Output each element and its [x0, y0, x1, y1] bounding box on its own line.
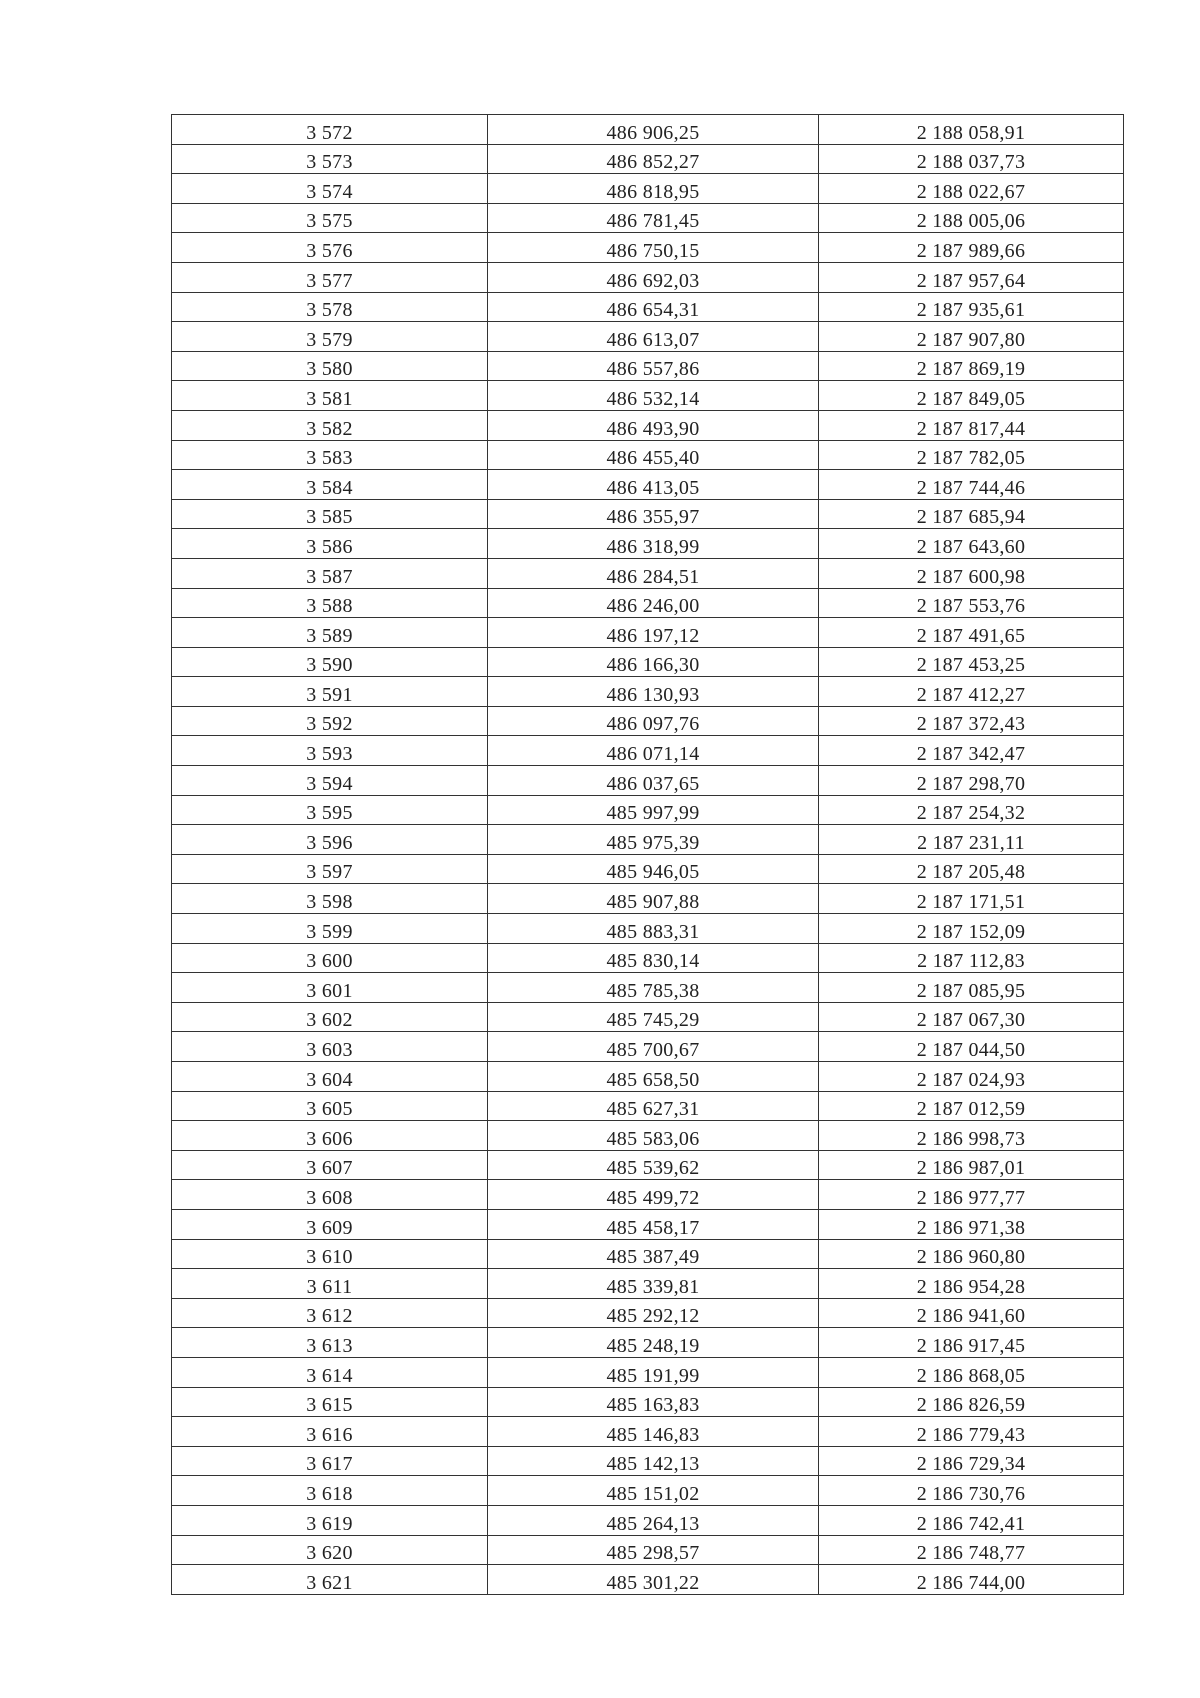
x-coordinate-cell: 485 292,12	[488, 1298, 819, 1328]
y-coordinate-cell: 2 187 744,46	[819, 470, 1124, 500]
point-number-cell: 3 584	[172, 470, 488, 500]
y-coordinate-cell: 2 186 868,05	[819, 1357, 1124, 1387]
point-number-cell: 3 610	[172, 1239, 488, 1269]
table-row	[172, 618, 1124, 648]
x-coordinate-cell: 486 284,51	[488, 558, 819, 588]
y-coordinate-cell: 2 187 685,94	[819, 499, 1124, 529]
y-coordinate-cell: 2 187 412,27	[819, 677, 1124, 707]
point-number-cell: 3 604	[172, 1062, 488, 1092]
y-coordinate-cell: 2 187 849,05	[819, 381, 1124, 411]
table-row	[172, 1062, 1124, 1092]
x-coordinate-cell: 486 197,12	[488, 618, 819, 648]
point-number-cell: 3 576	[172, 233, 488, 263]
table-row	[172, 1387, 1124, 1417]
table-row	[172, 115, 1124, 145]
y-coordinate-cell: 2 186 826,59	[819, 1387, 1124, 1417]
y-coordinate-cell: 2 186 744,00	[819, 1565, 1124, 1595]
point-number-cell: 3 592	[172, 706, 488, 736]
table-row	[172, 1032, 1124, 1062]
table-row	[172, 1357, 1124, 1387]
y-coordinate-cell: 2 187 231,11	[819, 825, 1124, 855]
y-coordinate-cell: 2 187 112,83	[819, 943, 1124, 973]
table-row	[172, 914, 1124, 944]
point-number-cell: 3 614	[172, 1357, 488, 1387]
table-row	[172, 1239, 1124, 1269]
x-coordinate-cell: 485 248,19	[488, 1328, 819, 1358]
y-coordinate-cell: 2 188 037,73	[819, 144, 1124, 174]
point-number-cell: 3 617	[172, 1446, 488, 1476]
table-row	[172, 854, 1124, 884]
point-number-cell: 3 577	[172, 262, 488, 292]
point-number-cell: 3 579	[172, 322, 488, 352]
x-coordinate-cell: 485 946,05	[488, 854, 819, 884]
y-coordinate-cell: 2 186 998,73	[819, 1121, 1124, 1151]
point-number-cell: 3 606	[172, 1121, 488, 1151]
x-coordinate-cell: 485 627,31	[488, 1091, 819, 1121]
y-coordinate-cell: 2 187 012,59	[819, 1091, 1124, 1121]
point-number-cell: 3 598	[172, 884, 488, 914]
table-row	[172, 943, 1124, 973]
x-coordinate-cell: 485 830,14	[488, 943, 819, 973]
y-coordinate-cell: 2 187 024,93	[819, 1062, 1124, 1092]
x-coordinate-cell: 485 264,13	[488, 1505, 819, 1535]
y-coordinate-cell: 2 187 342,47	[819, 736, 1124, 766]
point-number-cell: 3 603	[172, 1032, 488, 1062]
y-coordinate-cell: 2 187 869,19	[819, 351, 1124, 381]
document-page	[171, 114, 1123, 1595]
y-coordinate-cell: 2 187 298,70	[819, 766, 1124, 796]
table-row	[172, 1535, 1124, 1565]
y-coordinate-cell: 2 186 987,01	[819, 1150, 1124, 1180]
x-coordinate-cell: 486 750,15	[488, 233, 819, 263]
y-coordinate-cell: 2 186 954,28	[819, 1269, 1124, 1299]
point-number-cell: 3 602	[172, 1002, 488, 1032]
table-row	[172, 262, 1124, 292]
y-coordinate-cell: 2 187 044,50	[819, 1032, 1124, 1062]
table-row	[172, 292, 1124, 322]
y-coordinate-cell: 2 186 971,38	[819, 1209, 1124, 1239]
table-row	[172, 1269, 1124, 1299]
table-row	[172, 174, 1124, 204]
x-coordinate-cell: 485 785,38	[488, 973, 819, 1003]
x-coordinate-cell: 485 387,49	[488, 1239, 819, 1269]
y-coordinate-cell: 2 187 643,60	[819, 529, 1124, 559]
y-coordinate-cell: 2 187 171,51	[819, 884, 1124, 914]
x-coordinate-cell: 486 818,95	[488, 174, 819, 204]
coordinates-table	[171, 114, 1124, 1595]
point-number-cell: 3 607	[172, 1150, 488, 1180]
x-coordinate-cell: 486 557,86	[488, 351, 819, 381]
y-coordinate-cell: 2 186 977,77	[819, 1180, 1124, 1210]
y-coordinate-cell: 2 188 058,91	[819, 115, 1124, 145]
table-row	[172, 499, 1124, 529]
point-number-cell: 3 572	[172, 115, 488, 145]
table-row	[172, 1446, 1124, 1476]
y-coordinate-cell: 2 186 941,60	[819, 1298, 1124, 1328]
x-coordinate-cell: 486 906,25	[488, 115, 819, 145]
table-row	[172, 1150, 1124, 1180]
table-row	[172, 1180, 1124, 1210]
y-coordinate-cell: 2 187 067,30	[819, 1002, 1124, 1032]
point-number-cell: 3 574	[172, 174, 488, 204]
x-coordinate-cell: 486 413,05	[488, 470, 819, 500]
table-row	[172, 351, 1124, 381]
y-coordinate-cell: 2 188 005,06	[819, 203, 1124, 233]
x-coordinate-cell: 486 037,65	[488, 766, 819, 796]
y-coordinate-cell: 2 186 742,41	[819, 1505, 1124, 1535]
x-coordinate-cell: 486 654,31	[488, 292, 819, 322]
y-coordinate-cell: 2 186 730,76	[819, 1476, 1124, 1506]
table-row	[172, 410, 1124, 440]
x-coordinate-cell: 485 142,13	[488, 1446, 819, 1476]
x-coordinate-cell: 485 458,17	[488, 1209, 819, 1239]
point-number-cell: 3 591	[172, 677, 488, 707]
table-row	[172, 588, 1124, 618]
y-coordinate-cell: 2 187 989,66	[819, 233, 1124, 263]
x-coordinate-cell: 485 583,06	[488, 1121, 819, 1151]
y-coordinate-cell: 2 187 205,48	[819, 854, 1124, 884]
point-number-cell: 3 586	[172, 529, 488, 559]
point-number-cell: 3 596	[172, 825, 488, 855]
point-number-cell: 3 612	[172, 1298, 488, 1328]
point-number-cell: 3 580	[172, 351, 488, 381]
point-number-cell: 3 582	[172, 410, 488, 440]
y-coordinate-cell: 2 186 917,45	[819, 1328, 1124, 1358]
table-row	[172, 677, 1124, 707]
point-number-cell: 3 589	[172, 618, 488, 648]
point-number-cell: 3 583	[172, 440, 488, 470]
y-coordinate-cell: 2 187 553,76	[819, 588, 1124, 618]
x-coordinate-cell: 485 151,02	[488, 1476, 819, 1506]
table-row	[172, 1091, 1124, 1121]
x-coordinate-cell: 485 499,72	[488, 1180, 819, 1210]
point-number-cell: 3 609	[172, 1209, 488, 1239]
x-coordinate-cell: 485 883,31	[488, 914, 819, 944]
x-coordinate-cell: 486 613,07	[488, 322, 819, 352]
x-coordinate-cell: 485 298,57	[488, 1535, 819, 1565]
table-row	[172, 973, 1124, 1003]
x-coordinate-cell: 486 455,40	[488, 440, 819, 470]
x-coordinate-cell: 485 658,50	[488, 1062, 819, 1092]
x-coordinate-cell: 486 852,27	[488, 144, 819, 174]
table-row	[172, 1328, 1124, 1358]
table-row	[172, 1476, 1124, 1506]
y-coordinate-cell: 2 186 729,34	[819, 1446, 1124, 1476]
table-row	[172, 529, 1124, 559]
y-coordinate-cell: 2 187 935,61	[819, 292, 1124, 322]
table-row	[172, 322, 1124, 352]
x-coordinate-cell: 486 097,76	[488, 706, 819, 736]
point-number-cell: 3 588	[172, 588, 488, 618]
x-coordinate-cell: 485 339,81	[488, 1269, 819, 1299]
table-row	[172, 736, 1124, 766]
table-row	[172, 381, 1124, 411]
x-coordinate-cell: 485 907,88	[488, 884, 819, 914]
point-number-cell: 3 578	[172, 292, 488, 322]
point-number-cell: 3 581	[172, 381, 488, 411]
point-number-cell: 3 616	[172, 1417, 488, 1447]
point-number-cell: 3 618	[172, 1476, 488, 1506]
point-number-cell: 3 594	[172, 766, 488, 796]
table-row	[172, 233, 1124, 263]
point-number-cell: 3 620	[172, 1535, 488, 1565]
y-coordinate-cell: 2 187 152,09	[819, 914, 1124, 944]
point-number-cell: 3 599	[172, 914, 488, 944]
point-number-cell: 3 585	[172, 499, 488, 529]
y-coordinate-cell: 2 186 779,43	[819, 1417, 1124, 1447]
y-coordinate-cell: 2 187 817,44	[819, 410, 1124, 440]
y-coordinate-cell: 2 188 022,67	[819, 174, 1124, 204]
x-coordinate-cell: 486 781,45	[488, 203, 819, 233]
point-number-cell: 3 621	[172, 1565, 488, 1595]
x-coordinate-cell: 486 246,00	[488, 588, 819, 618]
y-coordinate-cell: 2 187 907,80	[819, 322, 1124, 352]
x-coordinate-cell: 485 539,62	[488, 1150, 819, 1180]
x-coordinate-cell: 486 318,99	[488, 529, 819, 559]
point-number-cell: 3 619	[172, 1505, 488, 1535]
x-coordinate-cell: 485 745,29	[488, 1002, 819, 1032]
x-coordinate-cell: 485 146,83	[488, 1417, 819, 1447]
y-coordinate-cell: 2 187 782,05	[819, 440, 1124, 470]
table-row	[172, 706, 1124, 736]
point-number-cell: 3 601	[172, 973, 488, 1003]
x-coordinate-cell: 485 301,22	[488, 1565, 819, 1595]
y-coordinate-cell: 2 187 453,25	[819, 647, 1124, 677]
table-row	[172, 440, 1124, 470]
table-row	[172, 1121, 1124, 1151]
coordinates-table-body	[172, 115, 1124, 1595]
table-row	[172, 1002, 1124, 1032]
table-row	[172, 1505, 1124, 1535]
x-coordinate-cell: 486 166,30	[488, 647, 819, 677]
table-row	[172, 825, 1124, 855]
point-number-cell: 3 615	[172, 1387, 488, 1417]
table-row	[172, 795, 1124, 825]
point-number-cell: 3 611	[172, 1269, 488, 1299]
y-coordinate-cell: 2 187 491,65	[819, 618, 1124, 648]
table-row	[172, 470, 1124, 500]
y-coordinate-cell: 2 187 372,43	[819, 706, 1124, 736]
x-coordinate-cell: 486 071,14	[488, 736, 819, 766]
x-coordinate-cell: 485 975,39	[488, 825, 819, 855]
y-coordinate-cell: 2 187 254,32	[819, 795, 1124, 825]
y-coordinate-cell: 2 186 748,77	[819, 1535, 1124, 1565]
point-number-cell: 3 573	[172, 144, 488, 174]
x-coordinate-cell: 486 130,93	[488, 677, 819, 707]
point-number-cell: 3 575	[172, 203, 488, 233]
x-coordinate-cell: 486 532,14	[488, 381, 819, 411]
y-coordinate-cell: 2 187 957,64	[819, 262, 1124, 292]
point-number-cell: 3 608	[172, 1180, 488, 1210]
table-row	[172, 1298, 1124, 1328]
x-coordinate-cell: 486 355,97	[488, 499, 819, 529]
x-coordinate-cell: 485 997,99	[488, 795, 819, 825]
x-coordinate-cell: 485 191,99	[488, 1357, 819, 1387]
point-number-cell: 3 605	[172, 1091, 488, 1121]
table-row	[172, 1417, 1124, 1447]
point-number-cell: 3 600	[172, 943, 488, 973]
x-coordinate-cell: 486 692,03	[488, 262, 819, 292]
table-row	[172, 144, 1124, 174]
point-number-cell: 3 595	[172, 795, 488, 825]
point-number-cell: 3 593	[172, 736, 488, 766]
x-coordinate-cell: 485 700,67	[488, 1032, 819, 1062]
y-coordinate-cell: 2 187 600,98	[819, 558, 1124, 588]
point-number-cell: 3 587	[172, 558, 488, 588]
point-number-cell: 3 613	[172, 1328, 488, 1358]
y-coordinate-cell: 2 186 960,80	[819, 1239, 1124, 1269]
table-row	[172, 1209, 1124, 1239]
y-coordinate-cell: 2 187 085,95	[819, 973, 1124, 1003]
table-row	[172, 647, 1124, 677]
point-number-cell: 3 590	[172, 647, 488, 677]
table-row	[172, 884, 1124, 914]
point-number-cell: 3 597	[172, 854, 488, 884]
table-row	[172, 203, 1124, 233]
x-coordinate-cell: 485 163,83	[488, 1387, 819, 1417]
table-row	[172, 558, 1124, 588]
table-row	[172, 766, 1124, 796]
x-coordinate-cell: 486 493,90	[488, 410, 819, 440]
table-row	[172, 1565, 1124, 1595]
